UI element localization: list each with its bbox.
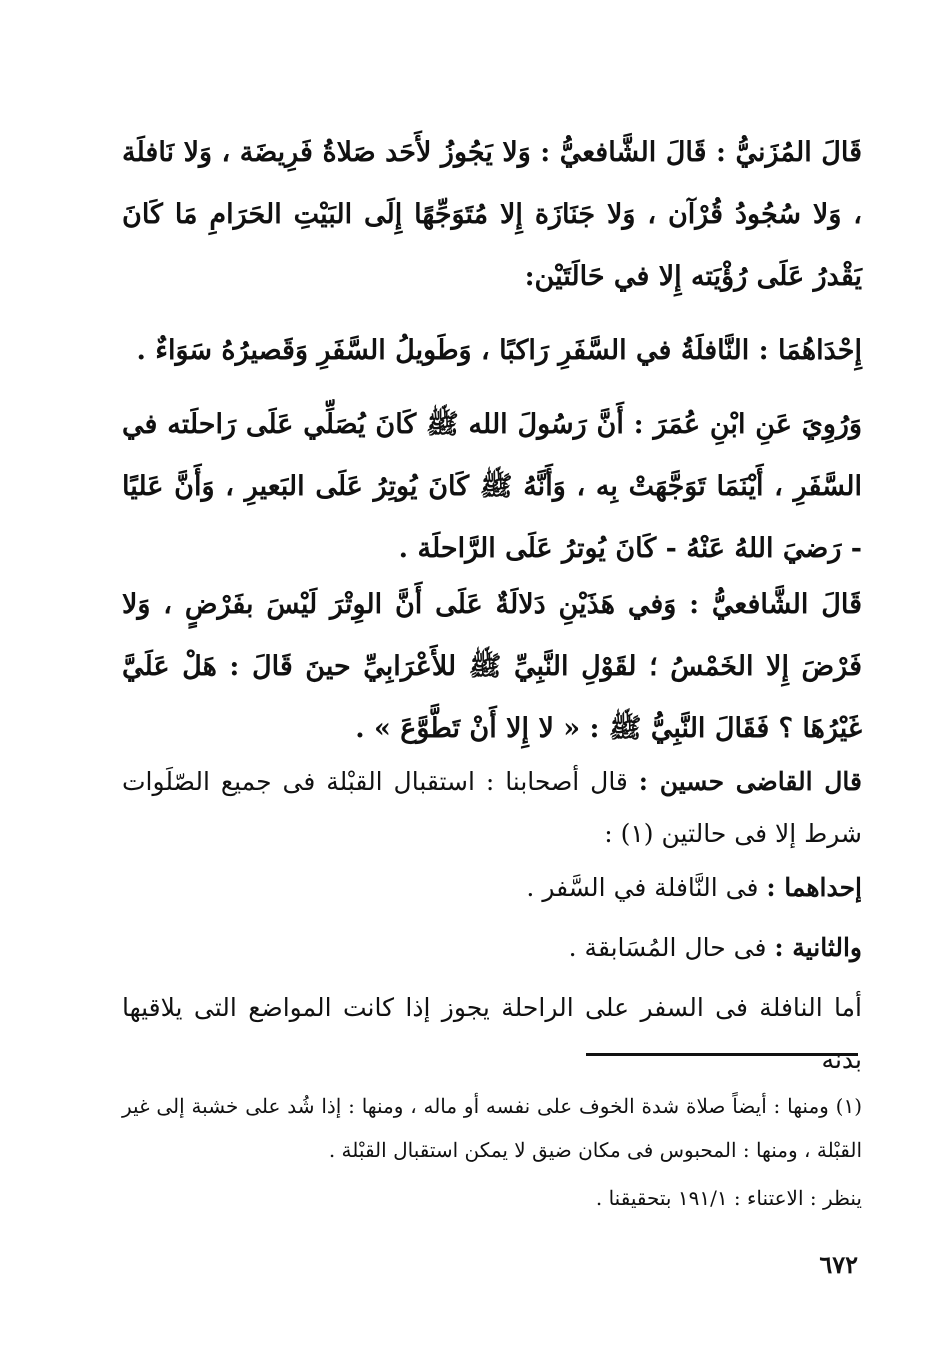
commentary-qadi-husayn (122, 756, 862, 860)
paragraph-shafii-witr: قَالَ الشَّافعيُّ : وَفي هَذَيْنِ دَلالَةٌ عَلَى أَنَّ الوِتْرَ لَيْسَ بفَرْضٍ ، وَلا فَرْضَ إِلا الخَمْسُ ؛ لقَوْلِ النَّبِيِّ ﷺ للأَعْرَابِيِّ حينَ قَالَ : هَلْ عَلَيَّ غَيْرُهَا ؟ فَقَالَ النَّبِيُّ ﷺ : « لا إِلا أَنْ تَطَّوَّعَ » . (122, 589, 862, 744)
footnote-reference: ينظر : الاعتناء : ١٩١/١ بتحقيقنا . (595, 1186, 862, 1210)
commentary-text: فى النَّافلة في السَّفر . (526, 873, 767, 902)
commentary-nafila: أما النافلة فى السفر على الراحلة يجوز إذا كانت المواضع التى يلاقيها بدنه (122, 993, 862, 1074)
paragraph-first-case: إِحْدَاهُمَا : النَّافلَةُ في السَّفَرِ رَاكبًا ، وَطَويلُ السَّفَرِ وَقَصيرُهُ سَوَاءٌ . (136, 335, 862, 366)
commentary-text: فى حال المُسَابقة . (568, 933, 775, 962)
commentary-lead: قال القاضى حسين : (638, 767, 862, 796)
paragraph-muzani: قَالَ المُزَنيُّ : قَالَ الشَّافعيُّ : وَلا يَجُوزُ لأَحَد صَلاةُ فَرِيضَة ، وَلا نَافلَة ، وَلا سُجُودُ قُرْآن ، وَلا جَنَازَة إِلا مُتَوَجِّهًا إِلَى البَيْتِ الحَرَامِ مَا كَانَ يَقْدرُ عَلَى رُؤْيَته إِلا في حَالَتَيْن: (122, 137, 862, 292)
commentary-first (122, 862, 862, 914)
page-number: ٦٧٢ (819, 1250, 858, 1279)
commentary-lead: إحداهما : (766, 873, 862, 902)
commentary-second (122, 922, 862, 974)
footnote-divider (586, 1053, 858, 1056)
commentary-lead: والثانية : (774, 933, 862, 962)
paragraph-ibn-umar-narration: وَرُوِيَ عَنِ ابْنِ عُمَرَ : أَنَّ رَسُولَ الله ﷺ كَانَ يُصَلِّي عَلَى رَاحلَته في السَّفَرِ ، أَيْنَمَا تَوَجَّهَتْ بِه ، وَأَنَّهُ ﷺ كَانَ يُوتِرُ عَلَى البَعيرِ ، وَأَنَّ عَليًا - رَضيَ اللهُ عَنْهُ - كَانَ يُوترُ عَلَى الرَّاحلَة . (122, 409, 862, 564)
footnote-1: (١) ومنها : أيضاً صلاة شدة الخوف على نفسه أو ماله ، ومنها : إذا شُد على خشبة إلى غير القبْلة ، ومنها : المحبوس فى مكان ضيق لا يمكن استقبال القبْلة . (122, 1094, 862, 1162)
commentary-text: قال أصحابنا : استقبال القبْلة فى جميع الصّلَوات شرط إلا فى حالتين (١) : (122, 767, 862, 848)
